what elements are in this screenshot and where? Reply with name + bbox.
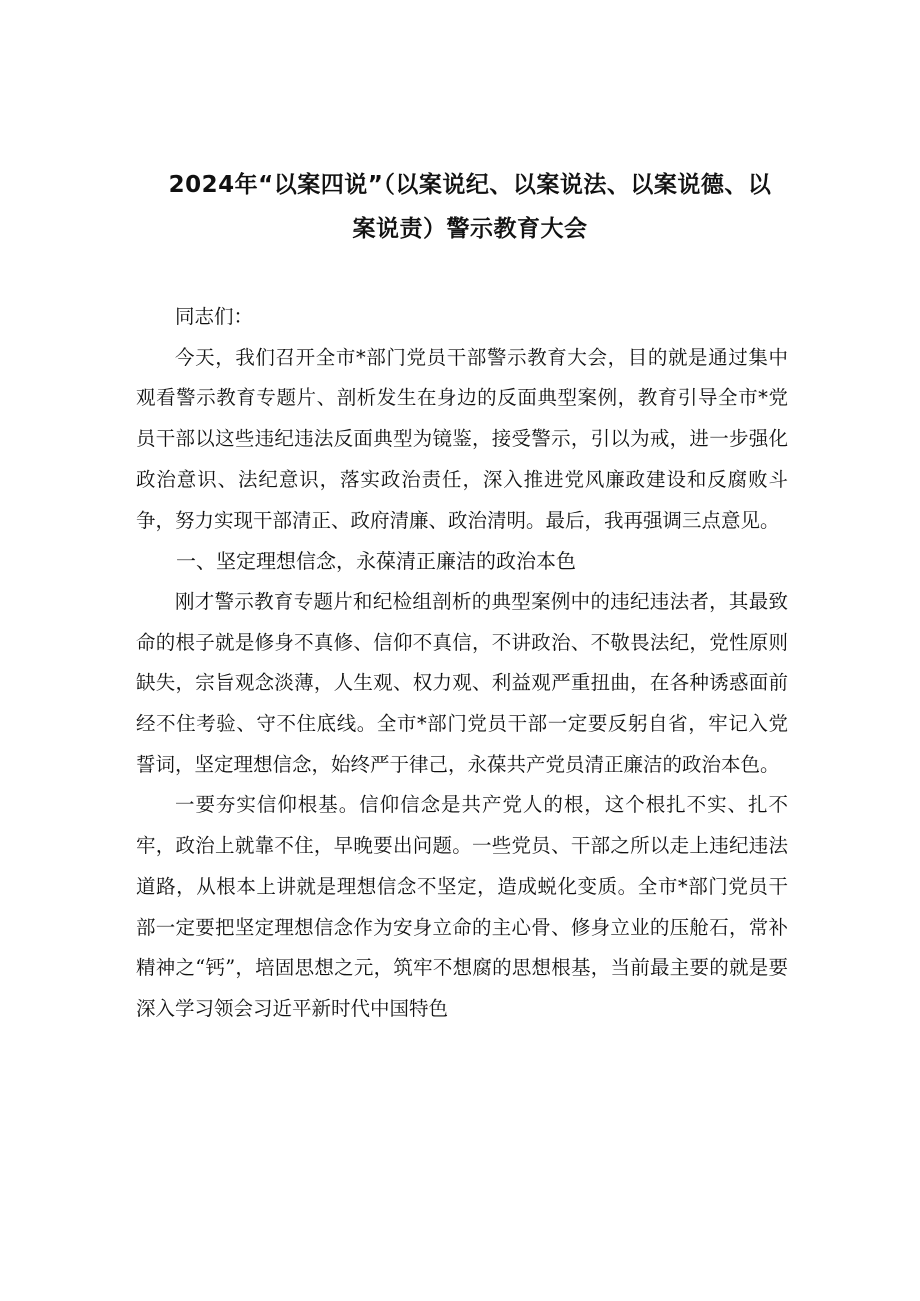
section-1-paragraph-1: 刚才警示教育专题片和纪检组剖析的典型案例中的违纪违法者，其最致命的根子就是修身不真修、信仰不真信，不讲政治、不敬畏法纪，党性原则缺失，宗旨观念淡薄，人生观、权力观、利益观严重扭曲，在各种诱惑面前经不住考验、守不住底线。全市*部门党员干部一定要反躬自省，牢记入党誓词，坚定理想信念，始终严于律己，永葆共产党员清正廉洁的政治本色。 <box>136 589 788 776</box>
section-1-heading: 一、坚定理想信念，永葆清正廉洁的政治本色 <box>176 549 576 574</box>
salutation: 同志们： <box>175 305 254 328</box>
intro-paragraph: 今天，我们召开全市*部门党员干部警示教育大会，目的就是通过集中观看警示教育专题片、剖析发生在身边的反面典型案例，教育引导全市*党员干部以这些违纪违法反面典型为镜鉴，接受警示，引以为戒，进一步强化政治意识、法纪意识，落实政治责任，深入推进党风廉政建设和反腐败斗争，努力实现干部清正、政府清廉、政治清明。最后，我再强调三点意见。 <box>136 345 788 532</box>
title-line-2: 案说责）警示教育大会 <box>352 216 588 242</box>
title-line-1: 2024年“以案四说”（以案说纪、以案说法、以案说德、以 <box>168 172 772 198</box>
document-body <box>136 297 788 1030</box>
document-title <box>140 163 800 251</box>
section-1-paragraph-2: 一要夯实信仰根基。信仰信念是共产党人的根，这个根扎不实、扎不牢，政治上就靠不住，早晚要出问题。一些党员、干部之所以走上违纪违法道路，从根本上讲就是理想信念不坚定，造成蜕化变质。全市*部门党员干部一定要把坚定理想信念作为安身立命的主心骨、修身立业的压舱石，常补精神之“钙”，培固思想之元，筑牢不想腐的思想根基，当前最主要的就是要深入学习领会习近平新时代中国特色 <box>136 793 788 1020</box>
